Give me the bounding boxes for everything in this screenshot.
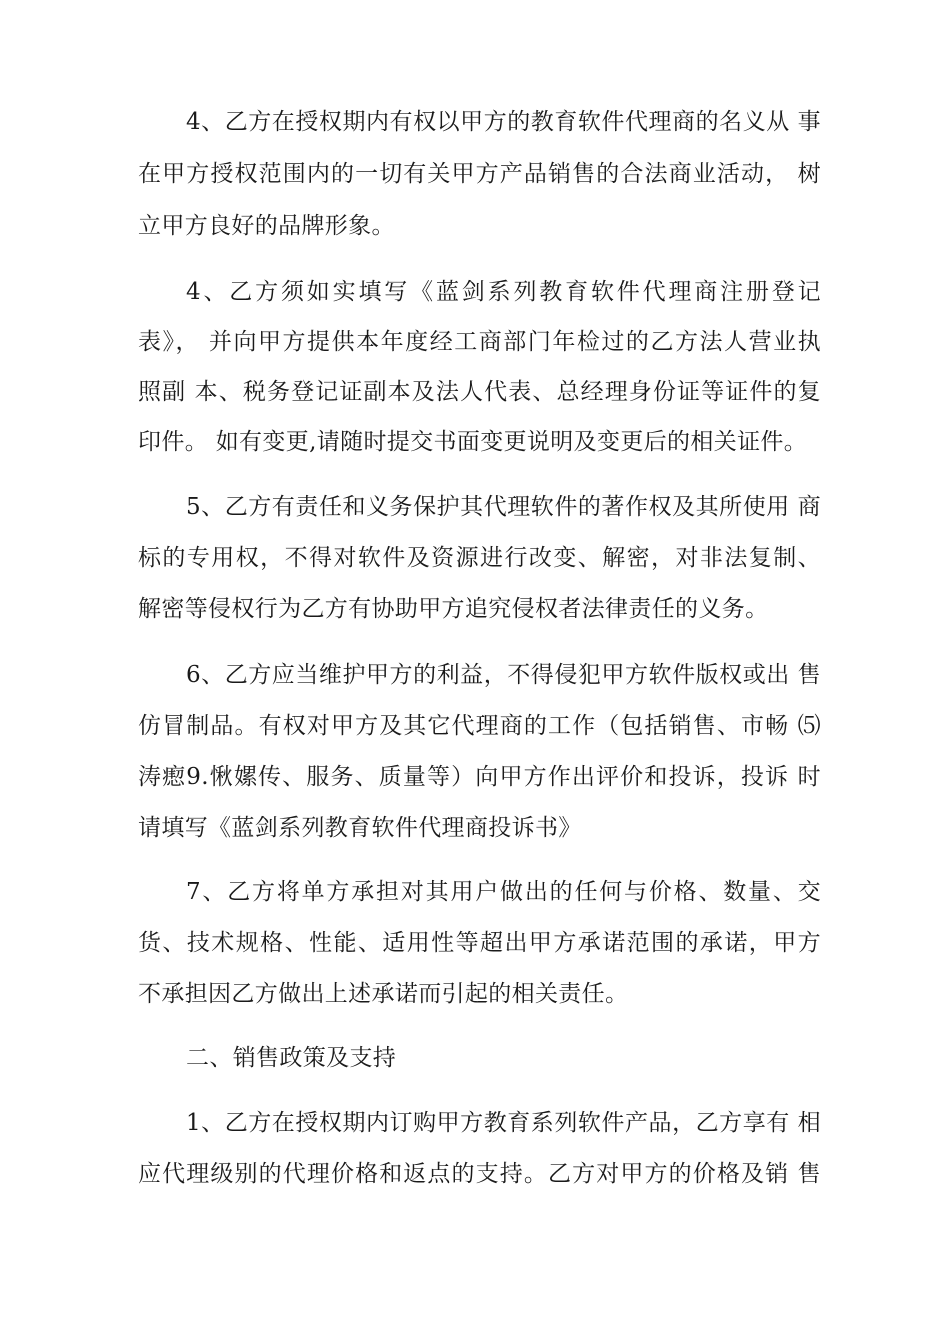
paragraph-3-line-1: 5、乙方有责任和义务保护其代理软件的著作权及其所使用 商 [186,494,821,520]
paragraph-5-line-1: 7、乙方将单方承担对其用户做出的任何与价格、数量、交 [186,879,821,905]
paragraph-4-line-3: 涛瘛9.愀嫘传、服务、质量等）向甲方作出评价和投诉，投诉 时 [138,764,821,790]
paragraph-3-line-3: 解密等侵权行为乙方有协助甲方追究侵权者法律责任的义务。 [138,596,769,622]
paragraph-3-line-2: 标的专用权，不得对软件及资源进行改变、解密，对非法复制、 [138,545,821,571]
paragraph-2-line-1: 4、乙方须如实填写《蓝剑系列教育软件代理商注册登记 [186,279,821,305]
paragraph-7-line-2: 应代理级别的代理价格和返点的支持。乙方对甲方的价格及销 售 [138,1161,821,1187]
paragraph-2-line-2: 表》， 并向甲方提供本年度经工商部门年检过的乙方法人营业执 [138,329,821,355]
paragraph-2-line-3: 照副 本、税务登记证副本及法人代表、总经理身份证等证件的复 [138,379,821,405]
paragraph-4-line-4: 请填写《蓝剑系列教育软件代理商投诉书》 [138,815,582,841]
paragraph-4-line-2: 仿冒制品。有权对甲方及其它代理商的工作（包括销售、市畅 ⑸ [138,713,821,739]
paragraph-1-line-1: 4、乙方在授权期内有权以甲方的教育软件代理商的名义从 事 [186,109,821,135]
paragraph-5-line-3: 不承担因乙方做出上述承诺而引起的相关责任。 [138,981,629,1007]
paragraph-2-line-4: 印件。 如有变更,请随时提交书面变更说明及变更后的相关证件。 [138,429,808,455]
paragraph-1-line-2: 在甲方授权范围内的一切有关甲方产品销售的合法商业活动， 树 [138,161,821,187]
section-heading: 二、销售政策及支持 [186,1045,397,1071]
paragraph-4-line-1: 6、乙方应当维护甲方的利益，不得侵犯甲方软件版权或出 售 [186,662,821,688]
paragraph-1-line-3: 立甲方良好的品牌形象。 [138,213,395,239]
paragraph-7-line-1: 1、乙方在授权期内订购甲方教育系列软件产品，乙方享有 相 [186,1110,821,1136]
paragraph-5-line-2: 货、技术规格、性能、适用性等超出甲方承诺范围的承诺，甲方 [138,930,821,956]
